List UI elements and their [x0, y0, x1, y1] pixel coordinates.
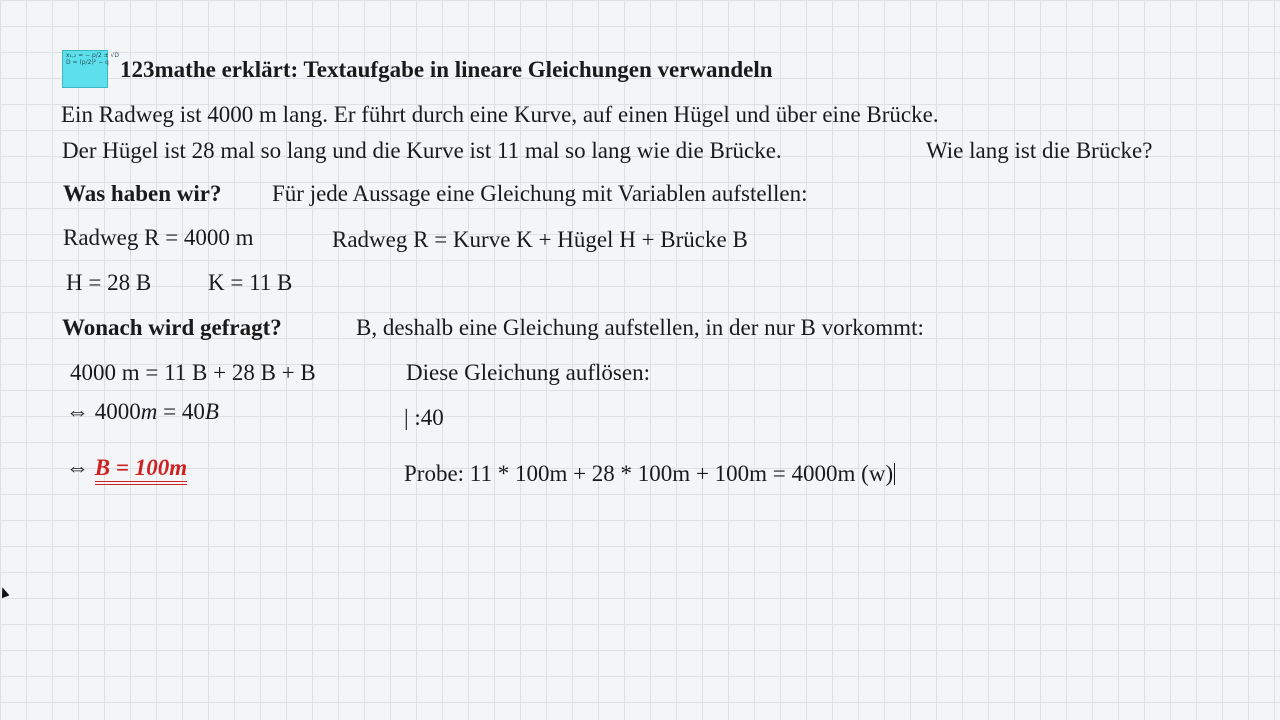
section-text-asked: B, deshalb eine Gleichung aufstellen, in der nur B vorkommt: [356, 315, 924, 340]
equation-sum: Radweg R = Kurve K + Hügel H + Brücke B [332, 227, 748, 252]
solve-note: Diese Gleichung auflösen: [406, 360, 650, 385]
problem-line-2: Der Hügel ist 28 mal so lang und die Kurve ist 11 mal so lang wie die Brücke. [62, 138, 782, 163]
logo-formula-line-1: x₁,₂ = − p/2 ± √D [66, 52, 119, 59]
problem-question: Wie lang ist die Brücke? [926, 138, 1153, 163]
step-1 [66, 399, 219, 425]
check-line [404, 461, 895, 487]
page-title: 123mathe erklärt: Textaufgabe in lineare Gleichungen verwandeln [120, 57, 773, 82]
equation-curve: K = 11 B [208, 270, 293, 295]
section-heading-asked: Wonach wird gefragt? [62, 315, 282, 340]
check-equation: Probe: 11 * 100m + 28 * 100m + 100m = 4000m (w) [404, 461, 894, 486]
step-1-unit: m [140, 399, 158, 424]
equivalence-arrow: ⇔ [66, 399, 89, 424]
step-1-number: 4000 [94, 399, 141, 424]
step-1-rhs: = 40 [157, 399, 205, 424]
logo-formula-line-2: D = (p/2)² − q [66, 58, 109, 66]
equation-radweg: Radweg R = 4000 m [63, 225, 254, 250]
step-result [66, 455, 187, 481]
step-1-operation: | :40 [404, 405, 444, 430]
section-text-given: Für jede Aussage eine Gleichung mit Variablen aufstellen: [272, 181, 808, 206]
equation-hill: H = 28 B [66, 270, 152, 295]
formula-logo-icon [62, 50, 119, 88]
step-1-variable: B [204, 399, 219, 424]
text-caret [894, 463, 895, 485]
problem-line-1: Ein Radweg ist 4000 m lang. Er führt durch eine Kurve, auf einen Hügel und über eine Brücke. [61, 102, 939, 127]
section-heading-given: Was haben wir? [63, 181, 222, 206]
equation-main: 4000 m = 11 B + 28 B + B [70, 360, 316, 385]
mouse-pointer-icon [0, 586, 9, 598]
result-equation: B = 100m [95, 455, 187, 485]
equivalence-arrow: ⇔ [66, 455, 89, 480]
